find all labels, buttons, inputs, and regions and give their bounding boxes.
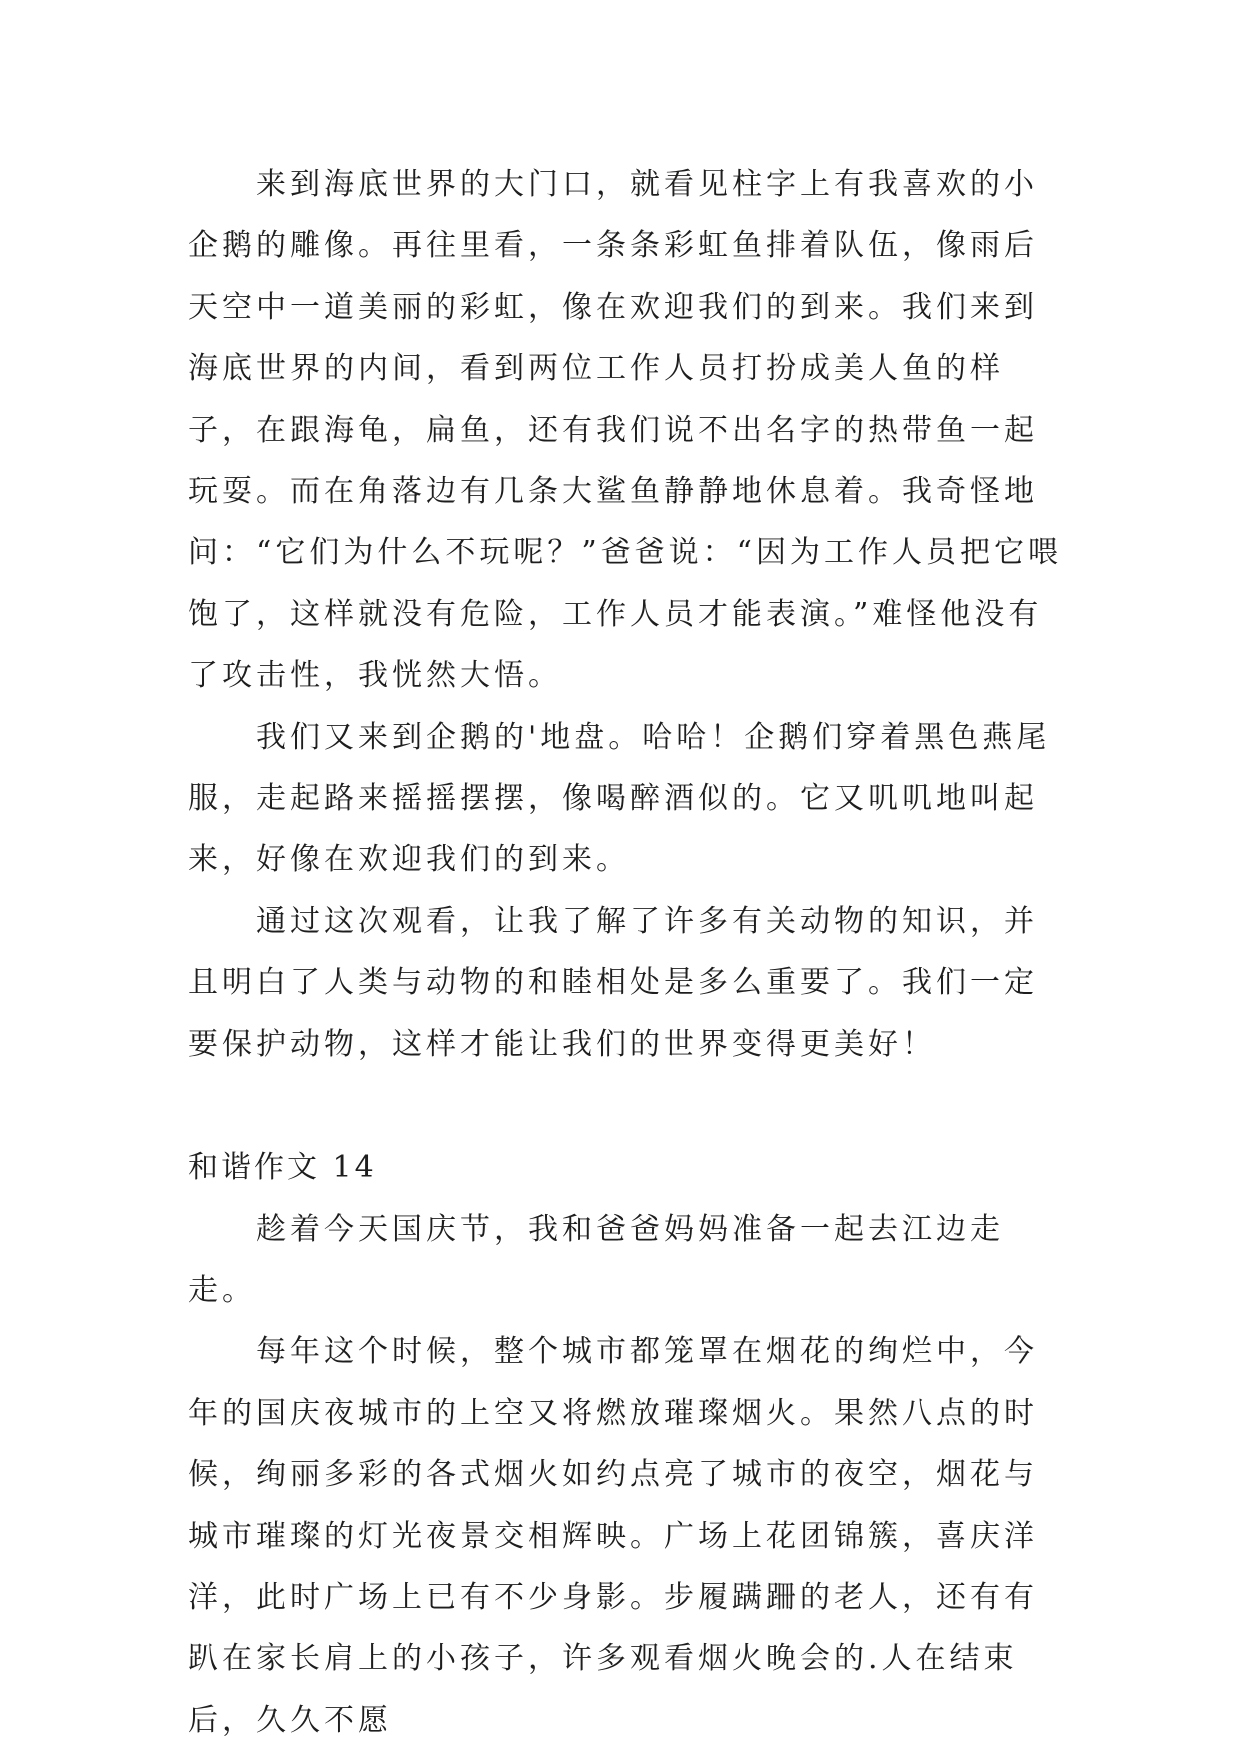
paragraph-aquarium-entrance: 来到海底世界的大门口，就看见柱字上有我喜欢的小企鹅的雕像。再往里看，一条条彩虹鱼排着队伍，像雨后天空中一道美丽的彩虹，像在欢迎我们的到来。我们来到海底世界的内间，看到两位工作人员打扮成美人鱼的样子，在跟海龟，扁鱼，还有我们说不出名字的热带鱼一起玩耍。而在角落边有几条大鲨鱼静静地休息着。我奇怪地问：“它们为什么不玩呢？”爸爸说：“因为工作人员把它喂饱了，这样就没有危险，工作人员才能表演。”难怪他没有了攻击性，我恍然大悟。 xyxy=(188,167,1063,694)
paragraph-national-day: 趁着今天国庆节，我和爸爸妈妈准备一起去江边走走。 xyxy=(188,1211,1004,1308)
paragraph-conclusion: 通过这次观看，让我了解了许多有关动物的知识，并且明白了人类与动物的和睦相处是多么重要了。我们一定要保护动物，这样才能让我们的世界变得更美好！ xyxy=(188,903,1038,1062)
section-spacer xyxy=(188,1075,1068,1137)
paragraph-fireworks: 每年这个时候，整个城市都笼罩在烟花的绚烂中，今年的国庆夜城市的上空又将燃放璀璨烟火。果然八点的时候，绚丽多彩的各式烟火如约点亮了城市的夜空，烟花与城市璀璨的灯光夜景交相辉映。广场上花团锦簇，喜庆洋洋，此时广场上已有不少身影。步履蹒跚的老人，还有有趴在家长肩上的小孩子，许多观看烟火晚会的.人在结束后，久久不愿 xyxy=(188,1334,1038,1738)
document-body xyxy=(188,154,1068,1751)
section-title: 和谐作文 14 xyxy=(188,1150,377,1186)
paragraph-penguins: 我们又来到企鹅的'地盘。哈哈！企鹅们穿着黑色燕尾服，走起路来摇摇摆摆，像喝醉酒似的。它又叽叽地叫起来，好像在欢迎我们的到来。 xyxy=(188,719,1051,878)
